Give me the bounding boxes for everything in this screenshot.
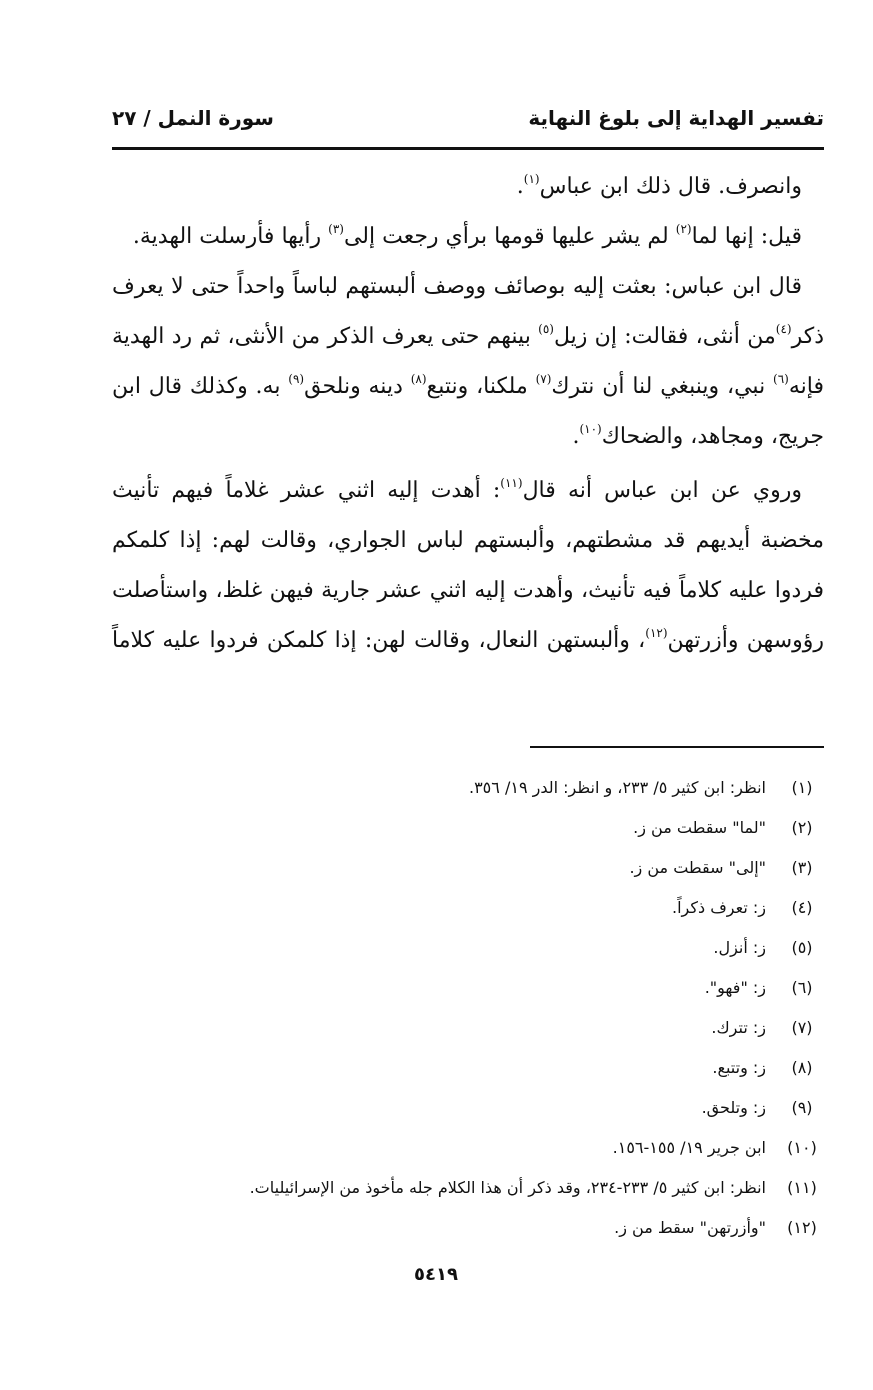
footnote-item xyxy=(112,1208,824,1248)
footnote-number: (٧) xyxy=(791,1018,813,1037)
footnote-item xyxy=(112,768,824,808)
footnote-ref: (٦) xyxy=(773,372,789,386)
footnote-text: ز: أنزل. xyxy=(713,938,766,957)
footnote-ref: (٤) xyxy=(775,322,792,336)
footnote-ref: (٢) xyxy=(675,222,692,236)
text-run: . xyxy=(572,424,580,449)
footnote-text: ز: وتلحق. xyxy=(701,1098,766,1117)
footnote-ref: (١٢) xyxy=(645,626,668,640)
footnote-number: (٦) xyxy=(791,978,813,997)
footnote-item xyxy=(112,808,824,848)
footnote-item xyxy=(112,968,824,1008)
footnote-text: ز: "فهو". xyxy=(704,978,766,997)
footnote-item xyxy=(112,928,824,968)
footnote-number: (١٢) xyxy=(787,1218,817,1237)
paragraph-2 xyxy=(112,212,824,262)
footnote-item xyxy=(112,1088,824,1128)
footnote-ref: (٧) xyxy=(535,372,552,386)
footnote-number: (٨) xyxy=(791,1058,813,1077)
footnote-text: ز: تعرف ذكراً. xyxy=(672,898,766,917)
footnote-item xyxy=(112,1008,824,1048)
text-run: به. وكذلك قال ابن جريج، ومجاهد، والضحاك xyxy=(112,374,824,449)
footnotes-list xyxy=(112,768,824,1248)
footnote-number: (٤) xyxy=(791,898,813,917)
footnote-ref: (٨) xyxy=(410,372,427,386)
text-run: رأيها فأرسلت الهدية. xyxy=(132,224,329,249)
footnote-number: (١٠) xyxy=(787,1138,817,1157)
footnote-item xyxy=(112,1168,824,1208)
text-run: قال ابن عباس: بعثت إليه بوصائف ووصف ألبستهم لباساً واحداً حتى لا يعرف ذكر xyxy=(112,274,824,349)
main-text xyxy=(112,162,824,666)
footnote-number: (٢) xyxy=(791,818,813,837)
text-run: وانصرف. قال ذلك ابن عباس xyxy=(539,174,802,199)
text-run: من أنثى، فقالت: إن زيل xyxy=(553,324,776,349)
text-run: قيل: إنها لما xyxy=(691,224,802,249)
footnote-item xyxy=(112,1048,824,1088)
footnote-item xyxy=(112,1128,824,1168)
footnote-item xyxy=(112,888,824,928)
paragraph-1 xyxy=(112,162,824,212)
page-number: ٥٤١٩ xyxy=(414,1264,458,1285)
book-title: تفسير الهداية إلى بلوغ النهاية xyxy=(528,106,824,130)
footnote-text: ابن جرير ١٩/ ١٥٥-١٥٦. xyxy=(612,1138,766,1157)
footnote-ref: (٥) xyxy=(538,322,554,336)
footnote-number: (٣) xyxy=(791,858,813,877)
footnote-item xyxy=(112,848,824,888)
footnote-text: ز: تترك. xyxy=(711,1018,766,1037)
footnote-text: ز: وتتبع. xyxy=(712,1058,766,1077)
footnote-ref: (٣) xyxy=(328,222,344,236)
text-run: دينه ونلحق xyxy=(304,374,411,399)
paragraph-4 xyxy=(112,466,824,666)
footnote-ref: (١١) xyxy=(500,476,523,490)
text-run: نبي، وينبغي لنا أن نترك xyxy=(551,374,774,399)
surah-label: سورة النمل / ٢٧ xyxy=(112,106,274,130)
footnote-ref: (١٠) xyxy=(579,422,602,436)
footnote-ref: (١) xyxy=(523,172,540,186)
footnote-number: (٩) xyxy=(791,1098,813,1117)
paragraph-3 xyxy=(112,262,824,462)
footnote-number: (١١) xyxy=(787,1178,817,1197)
text-run: ملكنا، ونتبع xyxy=(426,374,536,399)
text-run: . xyxy=(516,174,524,199)
header-rule xyxy=(112,147,824,150)
running-header xyxy=(112,100,824,136)
text-run: ، وألبستهن النعال، وقالت لهن: إذا كلمكن فردوا عليه كلاماً xyxy=(112,628,646,653)
footnote-separator xyxy=(530,746,824,748)
footnote-text: "لما" سقطت من ز. xyxy=(633,818,766,837)
footnote-number: (١) xyxy=(791,778,813,797)
text-run: لم يشر عليها قومها برأي رجعت إلى xyxy=(343,224,676,249)
footnote-number: (٥) xyxy=(791,938,813,957)
footnote-text: انظر: ابن كثير ٥/ ٢٣٣-٢٣٤، وقد ذكر أن هذا الكلام جله مأخوذ من الإسرائيليات. xyxy=(249,1178,766,1197)
text-run: بينهم حتى يعرف الذكر من الأنثى، ثم رد الهدية فإنه xyxy=(112,324,824,399)
footnote-text: "وأزرتهن" سقط من ز. xyxy=(614,1218,766,1237)
text-run: وروي عن ابن عباس أنه قال xyxy=(522,478,802,503)
text-run: : أهدت إليه اثني عشر غلاماً فيهم تأنيث مخضبة أيديهم قد مشطتهم، وألبستهم لباس الجواري، وقالت لهم: إذا كلمكم فردوا عليه كلاماً فيه تأنيث، وأهدت إليه اثني عشر جارية فيهن غلظ، واستأصلت رؤوسهن وأزرتهن xyxy=(112,478,825,653)
footnote-text: انظر: ابن كثير ٥/ ٢٣٣، و انظر: الدر ١٩/ ٣٥٦. xyxy=(468,778,766,797)
footnote-ref: (٩) xyxy=(288,372,305,386)
footnote-text: "إلى" سقطت من ز. xyxy=(629,858,766,877)
